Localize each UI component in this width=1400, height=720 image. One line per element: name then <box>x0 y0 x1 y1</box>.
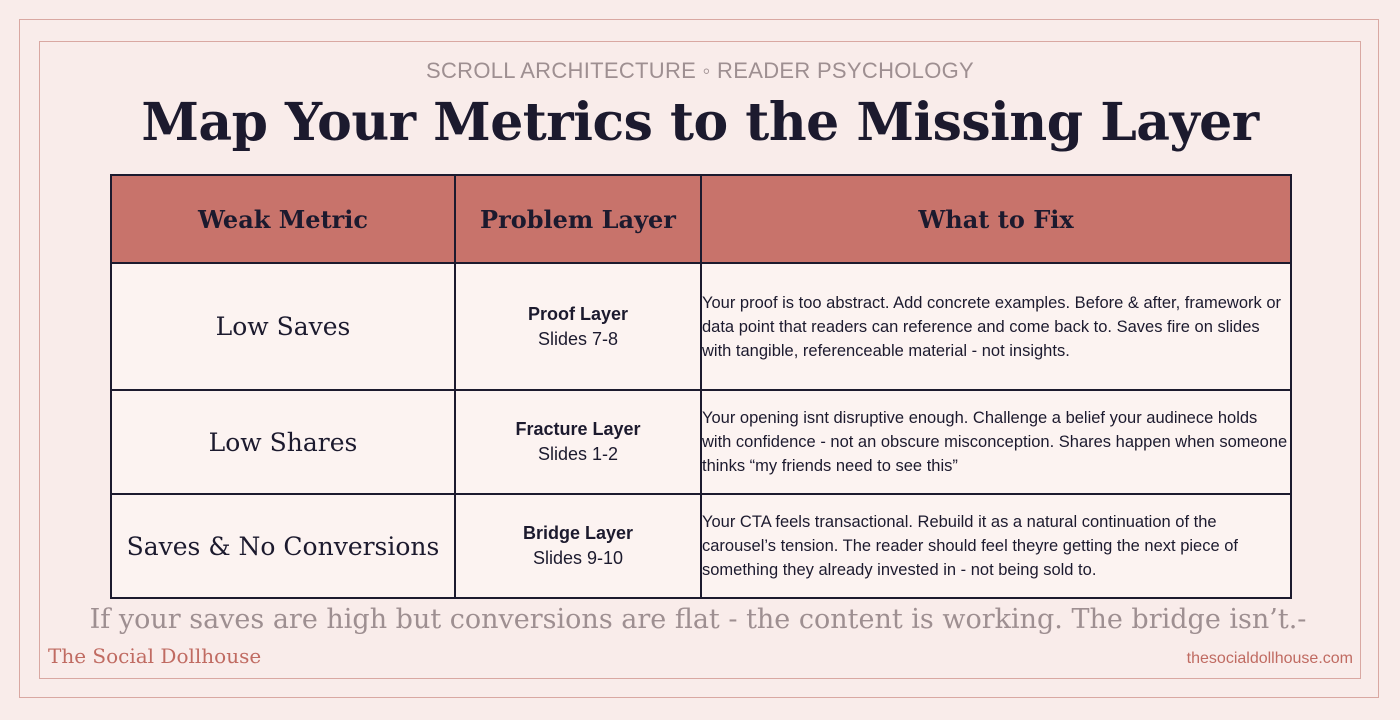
metric-cell: Low Shares <box>111 390 455 494</box>
layer-slides: Slides 7-8 <box>537 328 619 349</box>
fix-cell: Your opening isnt disruptive enough. Challenge a belief your audinece holds with confidence - not an obscure misconception. Shares happen when someone thinks “my friends need to see this” <box>701 390 1291 494</box>
brand-name: The Social Dollhouse <box>48 644 262 668</box>
metric-cell: Saves & No Conversions <box>111 494 455 598</box>
metrics-table <box>110 174 1292 599</box>
header-what-to-fix: What to Fix <box>701 175 1291 263</box>
layer-slides: Slides 1-2 <box>537 444 619 464</box>
layer-name: Bridge Layer <box>522 523 634 543</box>
footer-tagline: If your saves are high but conversions are flat - the content is working. The bridge isn’t.- <box>89 604 1307 635</box>
header-problem-layer: Problem Layer <box>455 175 701 263</box>
fix-cell: Your proof is too abstract. Add concrete examples. Before & after, framework or data point that readers can reference and come back to. Saves fire on slides with tangible, referenceable material - not insights. <box>701 263 1291 390</box>
table-row <box>111 390 1291 494</box>
layer-name: Proof Layer <box>527 303 629 324</box>
fix-cell: Your CTA feels transactional. Rebuild it as a natural continuation of the carousel’s tension. The reader should feel theyre getting the next piece of something they already invested in - not being sold to. <box>701 494 1291 598</box>
layer-name: Fracture Layer <box>515 419 641 439</box>
layer-cell <box>455 390 701 494</box>
table-row <box>111 494 1291 598</box>
site-url: thesocialdollhouse.com <box>1186 650 1353 667</box>
layer-cell <box>455 263 701 390</box>
layer-slides: Slides 9-10 <box>532 548 624 568</box>
layer-cell <box>455 494 701 598</box>
page-title: Map Your Metrics to the Missing Layer <box>141 92 1259 153</box>
metric-cell: Low Saves <box>111 263 455 390</box>
header-weak-metric: Weak Metric <box>111 175 455 263</box>
table-header-row <box>111 175 1291 263</box>
eyebrow-text: SCROLL ARCHITECTURE ◦ READER PSYCHOLOGY <box>425 58 974 83</box>
table-row <box>111 263 1291 390</box>
